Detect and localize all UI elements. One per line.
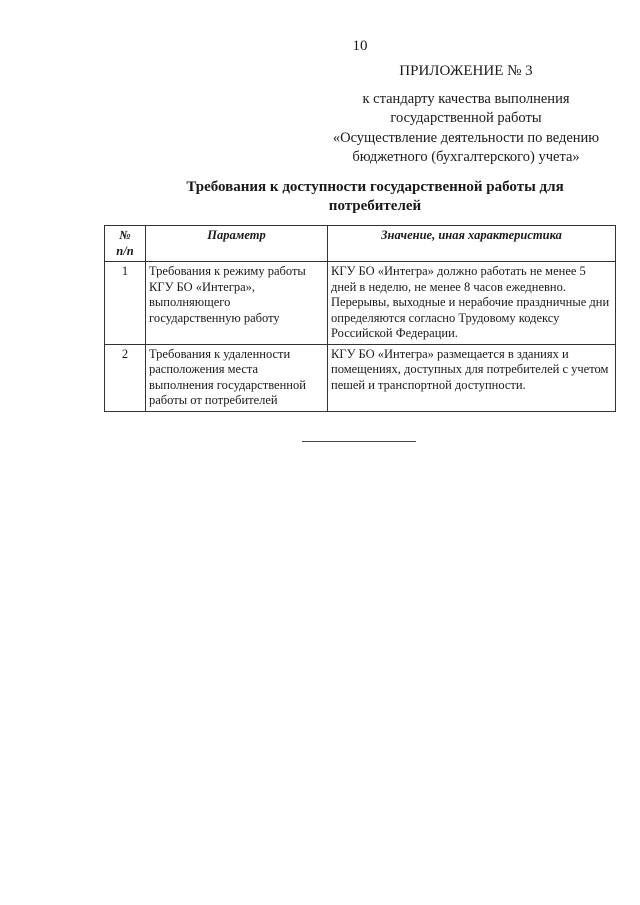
appendix-line: «Осуществление деятельности по ведению <box>332 129 600 146</box>
requirements-table <box>104 225 616 412</box>
appendix-line: государственной работы <box>390 110 542 126</box>
row-num: 2 <box>105 344 146 411</box>
row-param: Требования к режиму работы КГУ БО «Интегра», выполняющего государственную работу <box>146 262 328 345</box>
document-title-line: Требования к доступности государственной работы для <box>186 179 564 195</box>
appendix-line: бюджетного (бухгалтерского) учета» <box>352 149 580 165</box>
page-number: 10 <box>352 38 368 54</box>
appendix-block <box>326 62 606 168</box>
row-value: КГУ БО «Интегра» размещается в зданиях и помещениях, доступных для потребителей с учетом пешей и транспортной доступности. <box>328 344 616 411</box>
header-value: Значение, иная характеристика <box>328 226 616 262</box>
document-title <box>100 178 640 216</box>
header-param: Параметр <box>146 226 328 262</box>
separator-line <box>302 441 416 442</box>
row-value: КГУ БО «Интегра» должно работать не менее 5 дней в неделю, не менее 8 часов ежедневно. Перерывы, выходные и нерабочие праздничные дни определяются согласно Трудовому кодексу Российской Федерации. <box>328 262 616 345</box>
table-row <box>105 262 616 345</box>
row-param: Требования к удаленности расположения места выполнения государственной работы от потребителей <box>146 344 328 411</box>
appendix-title: ПРИЛОЖЕНИЕ № 3 <box>399 63 533 79</box>
table-row <box>105 344 616 411</box>
row-num: 1 <box>105 262 146 345</box>
document-title-line: потребителей <box>328 198 422 214</box>
header-num <box>105 226 146 262</box>
header-num-line: п/п <box>116 243 134 258</box>
header-num-line: № <box>119 228 131 242</box>
appendix-line: к стандарту качества выполнения <box>362 90 570 107</box>
table-header-row <box>105 226 616 262</box>
